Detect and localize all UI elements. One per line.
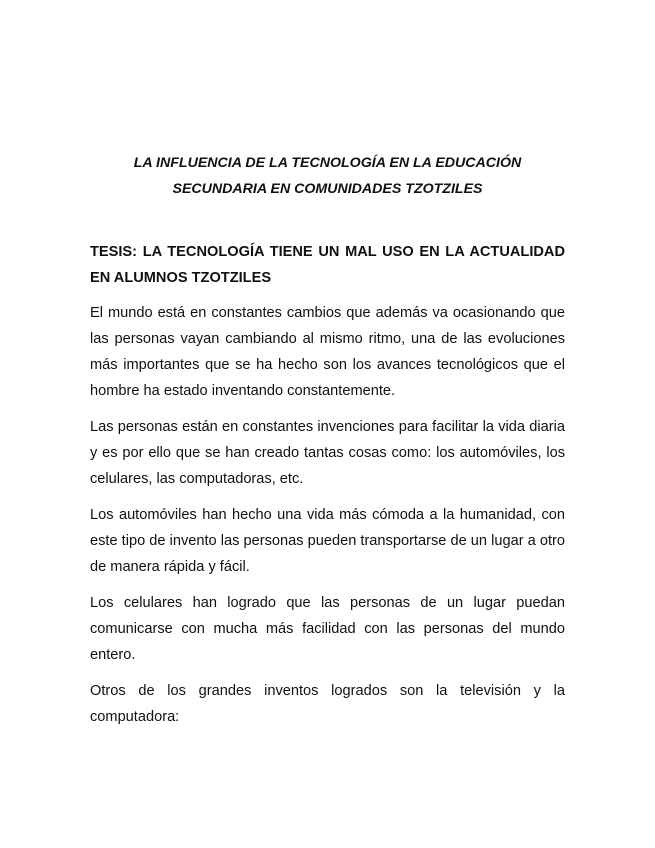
paragraph: El mundo está en constantes cambios que además va ocasionando que las personas vayan cambiando al mismo ritmo, una de las evoluciones más importantes que se ha hecho son los avances tecnológicos que el hombre ha estado inventando constantemente. (90, 305, 565, 399)
document-title (90, 150, 565, 202)
thesis-statement: TESIS: LA TECNOLOGÍA TIENE UN MAL USO EN LA ACTUALIDAD EN ALUMNOS TZOTZILES (90, 244, 565, 286)
title-line-1: LA INFLUENCIA DE LA TECNOLOGÍA EN LA EDUCACIÓN (133, 155, 522, 171)
document-body (90, 300, 565, 740)
title-line-2: SECUNDARIA EN COMUNIDADES TZOTZILES (172, 181, 483, 197)
paragraph: Los celulares han logrado que las personas de un lugar puedan comunicarse con mucha más facilidad con las personas del mundo entero. (90, 595, 565, 663)
paragraph: Otros de los grandes inventos logrados son la televisión y la computadora: (90, 683, 565, 725)
paragraph: Los automóviles han hecho una vida más cómoda a la humanidad, con este tipo de invento las personas pueden transportarse de un lugar a otro de manera rápida y fácil. (90, 507, 565, 575)
paragraph: Las personas están en constantes invenciones para facilitar la vida diaria y es por ello que se han creado tantas cosas como: los automóviles, los celulares, las computadoras, etc. (90, 419, 565, 487)
